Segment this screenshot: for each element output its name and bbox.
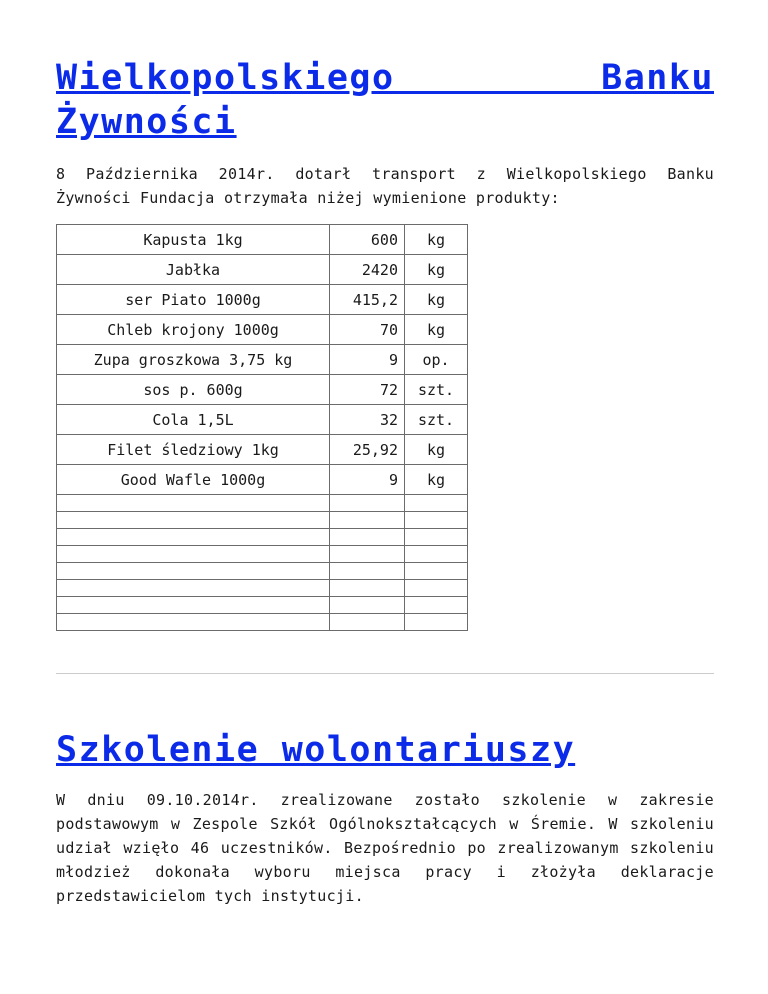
table-row — [57, 375, 468, 405]
product-qty-cell: 70 — [330, 315, 405, 345]
table-row-empty — [57, 529, 468, 546]
empty-cell — [405, 597, 468, 614]
table-row — [57, 465, 468, 495]
empty-cell — [330, 563, 405, 580]
table-row — [57, 345, 468, 375]
empty-cell — [330, 614, 405, 631]
post-intro-text: 8 Października 2014r. dotarł transport z Wielkopolskiego Banku Żywności Fundacja otrzymała niżej wymienione produkty: — [56, 165, 714, 207]
table-row-empty — [57, 495, 468, 512]
product-qty-cell: 32 — [330, 405, 405, 435]
empty-cell — [57, 614, 330, 631]
post-title-link-szkolenie[interactable]: Szkolenie wolontariuszy — [56, 730, 576, 770]
empty-cell — [330, 529, 405, 546]
empty-cell — [330, 512, 405, 529]
empty-cell — [57, 529, 330, 546]
empty-cell — [330, 597, 405, 614]
empty-cell — [330, 546, 405, 563]
empty-cell — [405, 580, 468, 597]
empty-cell — [405, 614, 468, 631]
product-qty-cell: 415,2 — [330, 285, 405, 315]
post-title-link-wbz[interactable]: Wielkopolskiego Banku Żywności — [56, 58, 714, 142]
empty-cell — [405, 512, 468, 529]
post-body-text: W dniu 09.10.2014r. zrealizowane zostało szkolenie w zakresie podstawowym w Zespole Szkół Ogólnokształcących w Śremie. W szkoleniu udział wzięło 46 uczestników. Bezpośrednio po zrealizowanym szkoleniu młodzież dokonała wyboru miejsca pracy i złożyła deklaracje przedstawicielom tych instytucji. — [56, 791, 714, 905]
table-row — [57, 285, 468, 315]
empty-cell — [57, 512, 330, 529]
product-qty-cell: 9 — [330, 345, 405, 375]
table-row — [57, 255, 468, 285]
product-name-cell: ser Piato 1000g — [57, 285, 330, 315]
empty-cell — [330, 495, 405, 512]
product-qty-cell: 2420 — [330, 255, 405, 285]
post-title-szkolenie — [56, 728, 714, 772]
product-qty-cell: 9 — [330, 465, 405, 495]
product-name-cell: Good Wafle 1000g — [57, 465, 330, 495]
table-row-empty — [57, 512, 468, 529]
table-row-empty — [57, 580, 468, 597]
table-row — [57, 315, 468, 345]
product-qty-cell: 72 — [330, 375, 405, 405]
table-row-empty — [57, 546, 468, 563]
products-table — [56, 224, 468, 631]
post-divider — [56, 673, 714, 674]
empty-cell — [405, 563, 468, 580]
product-name-cell: Filet śledziowy 1kg — [57, 435, 330, 465]
product-unit-cell: kg — [405, 435, 468, 465]
product-unit-cell: kg — [405, 255, 468, 285]
product-name-cell: sos p. 600g — [57, 375, 330, 405]
product-name-cell: Cola 1,5L — [57, 405, 330, 435]
table-row-empty — [57, 597, 468, 614]
product-name-cell: Jabłka — [57, 255, 330, 285]
product-unit-cell: kg — [405, 315, 468, 345]
empty-cell — [57, 580, 330, 597]
table-row-empty — [57, 614, 468, 631]
table-row — [57, 225, 468, 255]
post-title-wbz — [56, 56, 714, 144]
empty-cell — [405, 546, 468, 563]
product-unit-cell: kg — [405, 285, 468, 315]
product-unit-cell: kg — [405, 465, 468, 495]
product-name-cell: Kapusta 1kg — [57, 225, 330, 255]
empty-cell — [405, 529, 468, 546]
empty-cell — [57, 597, 330, 614]
table-row — [57, 435, 468, 465]
product-unit-cell: kg — [405, 225, 468, 255]
product-name-cell: Zupa groszkowa 3,75 kg — [57, 345, 330, 375]
product-qty-cell: 600 — [330, 225, 405, 255]
empty-cell — [57, 495, 330, 512]
product-unit-cell: szt. — [405, 405, 468, 435]
empty-cell — [57, 563, 330, 580]
product-qty-cell: 25,92 — [330, 435, 405, 465]
product-unit-cell: op. — [405, 345, 468, 375]
empty-cell — [405, 495, 468, 512]
product-name-cell: Chleb krojony 1000g — [57, 315, 330, 345]
empty-cell — [330, 580, 405, 597]
table-row — [57, 405, 468, 435]
empty-cell — [57, 546, 330, 563]
product-unit-cell: szt. — [405, 375, 468, 405]
table-row-empty — [57, 563, 468, 580]
